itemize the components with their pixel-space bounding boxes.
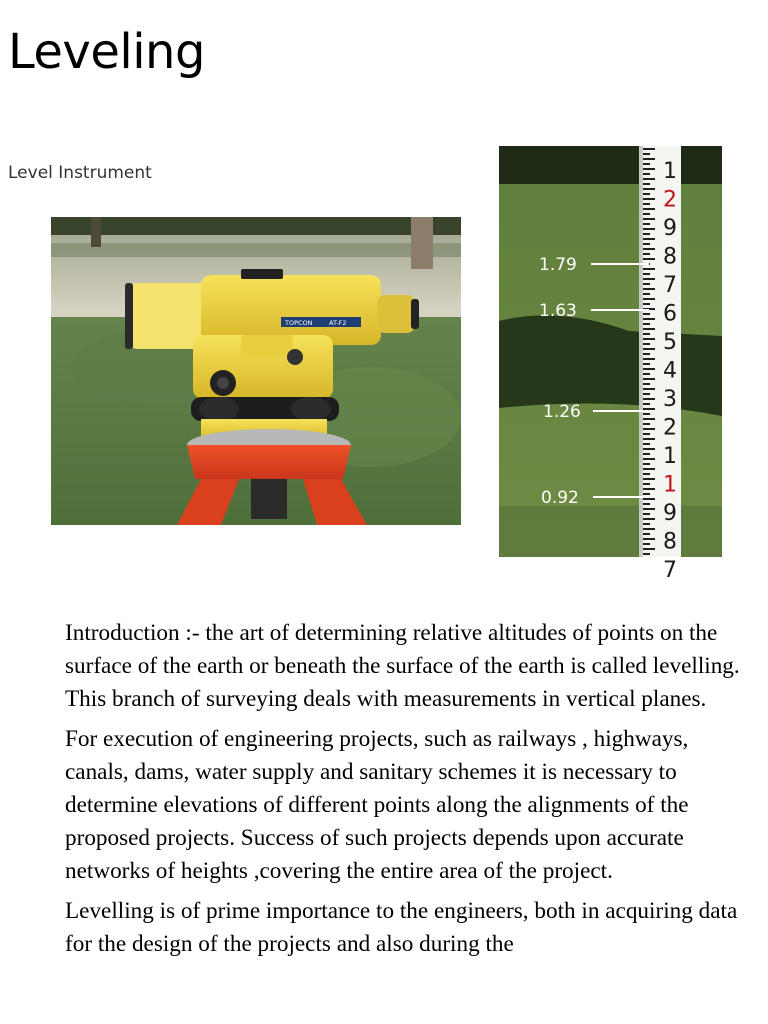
body-text	[65, 617, 755, 969]
paragraph-importance: Levelling is of prime importance to the engineers, both in acquiring data for the design of the projects and also during the	[65, 898, 738, 958]
staff-digit: 1	[663, 472, 677, 498]
section-subtitle: Level Instrument	[8, 163, 152, 183]
staff-digit: 6	[663, 301, 677, 327]
reading-label: 1.79	[539, 255, 577, 275]
leveling-staff-photo	[499, 146, 722, 583]
staff-digit: 5	[663, 330, 677, 355]
level-instrument-photo	[51, 217, 461, 525]
staff-digit: 2	[663, 187, 677, 213]
staff-digit: 9	[663, 216, 677, 241]
staff-digit: 1	[663, 159, 677, 184]
staff-digit: 1	[663, 444, 677, 469]
instrument-brand-label: TOPCON	[285, 319, 313, 327]
staff-digit: 7	[663, 273, 677, 298]
staff-digit: 8	[663, 529, 677, 555]
staff-digit: 2	[663, 415, 677, 441]
paragraph-engineering-projects: For execution of engineering projects, such as railways , highways, canals, dams, water supply and sanitary schemes it is necessary to determine elevations of different points along the alignments of the proposed projects. Success of such projects depends upon accurate networks of heights ,covering the entire area of the project.	[65, 726, 689, 884]
page-title: Leveling	[8, 24, 205, 80]
reading-label: 1.26	[543, 402, 581, 422]
paragraph-introduction: Introduction :- the art of determining relative altitudes of points on the surface of the earth or beneath the surface of the earth is called levelling. This branch of surveying deals with measurements in vertical planes.	[65, 620, 740, 712]
instrument-model-label: AT-F2	[329, 319, 347, 327]
staff-digits	[663, 159, 677, 583]
staff-digit: 9	[663, 501, 677, 526]
staff-digit: 4	[663, 358, 677, 384]
staff-digit: 7	[663, 558, 677, 583]
staff-digit: 3	[663, 387, 677, 412]
reading-label: 1.63	[539, 301, 577, 321]
staff-digit: 8	[663, 244, 677, 270]
reading-label: 0.92	[541, 488, 579, 508]
